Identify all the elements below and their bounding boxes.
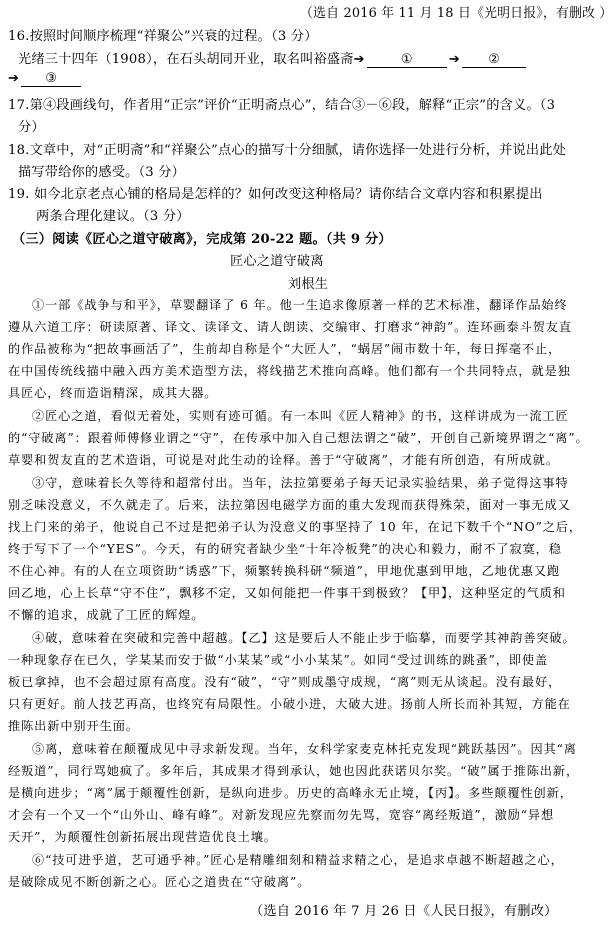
question-19: 19. 如今北京老点心铺的格局是怎样的？如何改变这种格局？请你结合文章内容和积累提出 [8, 187, 543, 202]
question-16-timeline-prefix: 光绪三十四年（1908），在石头胡同开业，取名叫裕盛斋➔ [18, 52, 365, 67]
article-line: 一种现象存在已久，学某某而安于做“小某某”或“小小某某”。如同“受过训练的跳蚤”，即使盖 [8, 653, 549, 667]
question-16-timeline-cont [8, 71, 83, 87]
arrow-icon: ➔ [448, 52, 461, 67]
article-line: ③守，意味着长久等待和超常付出。当年，法拉第要弟子每天记录实验结果，弟子觉得这事特 [32, 476, 569, 490]
article-line: 找上门来的弟子，他说自己不过是把弟子认为没意义的事坚持了 10 年，在记下数千个“NO”之后， [8, 520, 582, 534]
article-line: 具匠心，终而造诣精深，成其大器。 [8, 386, 218, 400]
article-line: 回乙地，心上长草“守不住”，飘移不定，又如何能把一件事干到极致？【甲】，这种坚定的气质和 [8, 586, 566, 600]
article-line: 才会有一个又一个“山外山、峰有峰”。对新发现应先察而勿先骂，宽容“离经叛道”，激励“异想 [8, 808, 555, 822]
article-line: 板已拿掉，也不会超过原有高度。没有“破”，“守”则成墨守成规，“离”则无从谈起。没有最好， [8, 675, 562, 689]
article-line: 推陈出新中别开生面。 [8, 719, 139, 733]
question-16: 16.按照时间顺序梳理“祥聚公”兴衰的过程。（3 分） [8, 29, 318, 44]
question-19-cont: 两条合理化建议。（3 分） [36, 209, 190, 224]
article-line: 经叛道”，同行骂她疯了。多年后，其成果才得到承认，她也因此获诺贝尔奖。“破”属于推陈出新， [8, 764, 580, 778]
question-17-cont: 分） [18, 120, 45, 135]
article-line: ②匠心之道，看似无着处，实则有迹可循。有一本叫《匠人精神》的书，这样讲成为一流工匠 [32, 409, 569, 423]
article-line: 终于写下了一个“YES”。今天，有的研究者缺少坐“十年冷板凳”的决心和毅力，耐不了寂寞，稳 [8, 542, 562, 556]
article-author: 刘根生 [288, 277, 329, 292]
blank-3[interactable]: ③ [21, 71, 81, 87]
article-title: 匠心之道守破离 [230, 254, 324, 269]
article-line: 的作品被称为“把故事画活了”，生前却自称是个“大匠人”，“蜗居”闹市数十年，每日挥毫不止， [8, 342, 562, 356]
section-3-heading: （三）阅读《匠心之道守破离》，完成第 20-22 题。（共 9 分） [12, 232, 392, 247]
article-line: 的“守破离”：跟着师傅修业谓之“守”，在传承中加入自己想法谓之“破”，开创自己新境界谓之“离”。 [8, 431, 589, 445]
question-16-timeline [18, 48, 528, 68]
article-line: 天开”，为颠覆性创新拓展出现营造优良土壤。 [8, 830, 277, 844]
arrow-icon: ➔ [8, 71, 20, 86]
article-line: 不懈的追求，成就了工匠的辉煌。 [8, 608, 205, 622]
question-18: 18.文章中，对“正明斋”和“祥聚公”点心的描写十分细腻，请你选择一处进行分析，并说出此处 [8, 143, 567, 158]
question-17: 17.第④段画线句，作者用“正宗”评价“正明斋点心”，结合③－⑥段，解释“正宗”的含义。（3 [8, 98, 556, 113]
blank-1[interactable]: ① [367, 52, 447, 68]
article-line: 是横向进步；“离”属于颠覆性创新，是纵向进步。历史的高峰永无止境，【丙】。多些颠覆性创新， [8, 786, 573, 800]
article-line: 是破除成见不断创新之心。匠心之道贵在“守破离”。 [8, 875, 311, 889]
article-line: ⑥“技可进乎道，艺可通乎神。”匠心是精雕细刻和精益求精之心，是追求卓越不断超越之心， [32, 853, 564, 867]
blank-2[interactable]: ② [462, 52, 526, 68]
article-line: 不住心神。有的人在立项资助“诱惑”下，频繁转换科研“频道”，甲地优惠到甲地，乙地优惠又跑 [8, 564, 561, 578]
question-18-cont: 描写带给你的感受。（3 分） [18, 165, 186, 180]
article-line: 遵从六道工序：研读原著、译文、读译文、请人朗读、交编审、打磨求“神韵”。连环画泰斗贺友直 [8, 320, 572, 334]
top-source-citation: （选自 2016 年 11 月 18 日《光明日报》，有删改 ） [300, 6, 613, 21]
article-line: 别乏味没意义，不久就走了。后来，法拉第因电磁学方面的重大发现而获得殊荣，面对一事无成又 [8, 498, 571, 512]
article-line: 草婴和贺友直的艺术造诣，可说是对此生动的诠释。善于“守破离”，才能有所创造，有所成就。 [8, 453, 559, 467]
article-line: 只有更好。前人技艺再高，也终究有局限性。小破小进，大破大进。扬前人所长而补其短，方能在 [8, 697, 571, 711]
article-line: ⑤离，意味着在颠覆成见中寻求新发现。当年，女科学家麦克林托克发现“跳跃基因”。因其“离 [32, 742, 577, 756]
article-line: ④破，意味着在突破和完善中超越。【乙】这是要后人不能止步于临摹，而要学其神韵善突破。 [32, 631, 576, 645]
article-line: 在中国传统线描中融入西方美术造型方法，将线描艺术推向高峰。他们都有一个共同特点，就是独 [8, 364, 571, 378]
bottom-source-citation: （选自 2016 年 7 月 26 日《人民日报》，有删改） [250, 904, 558, 919]
article-line: ①一部《战争与和平》，草婴翻译了 6 年。他一生追求像原著一样的艺术标准，翻译作品始终 [32, 298, 568, 312]
